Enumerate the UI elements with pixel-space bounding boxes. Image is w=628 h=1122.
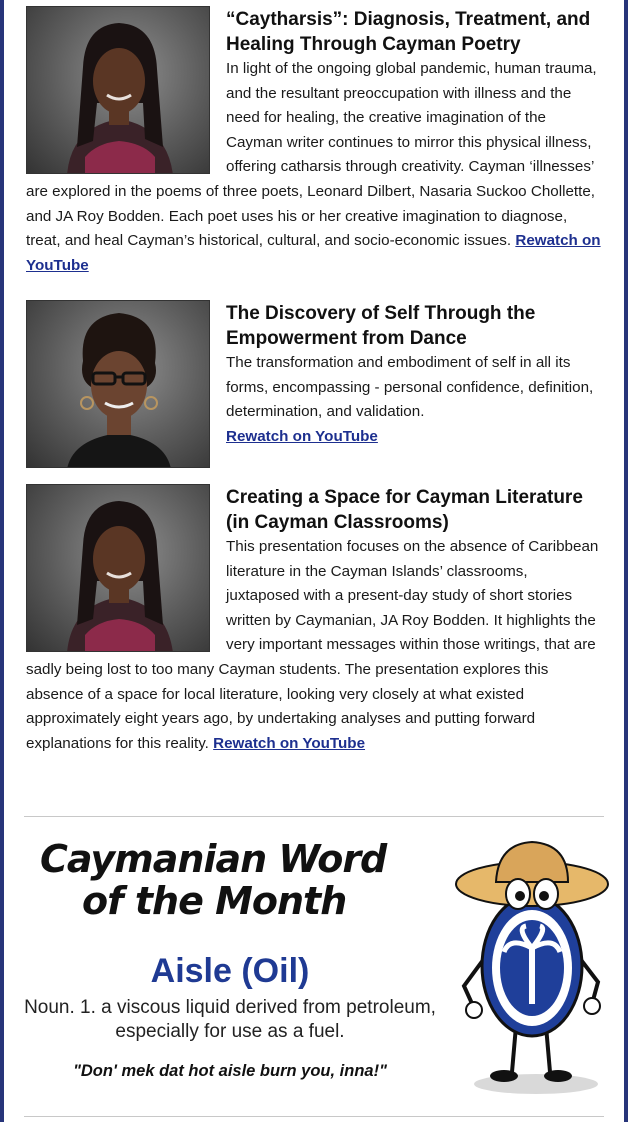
rewatch-youtube-link[interactable]: Rewatch on YouTube bbox=[213, 734, 366, 752]
article-body: The transformation and embodiment of self in all its forms, encompassing - personal confidence, definition, determination, and validation. bbox=[226, 354, 594, 421]
featured-word: Aisle (Oil) bbox=[150, 952, 310, 990]
article-caytharsis bbox=[26, 6, 602, 278]
article-title: “Caytharsis”: Diagnosis, Treatment, and Healing Through Cayman Poetry bbox=[226, 9, 591, 55]
article-cayman-literature bbox=[26, 484, 602, 756]
rewatch-youtube-link[interactable]: Rewatch on YouTube bbox=[26, 232, 601, 274]
article-body: This presentation focuses on the absence of Caribbean literature in the Cayman Islands’ classrooms, juxtaposed with a present-day study of short stories written by Caymanian, JA Roy Bodden. It highlights the very important messages within those writings, that are sadly being lost to too many Cayman students. The presentation explores this absence of a space for local literature, looking very closely at what existed approximately eight years ago, by undertaking analyses and putting forward explanations for this reality. bbox=[26, 538, 599, 752]
rewatch-youtube-link[interactable]: Rewatch on YouTube bbox=[226, 427, 378, 445]
presenter-photo bbox=[26, 300, 210, 468]
presenter-photo bbox=[26, 6, 210, 174]
article-title: The Discovery of Self Through the Empowerment from Dance bbox=[226, 303, 536, 349]
word-of-month-heading bbox=[40, 838, 420, 922]
portrait-image bbox=[27, 7, 210, 174]
article-body: In light of the ongoing global pandemic, human trauma, and the resultant preoccupation with illness and the need for healing, the creative imagination of the Cayman writer continues to mirror this physical illness, offering catharsis through creativity. Cayman ‘illnesses’ are explored in the poems of three poets, Leonard Dilbert, Nasaria Suckoo Chollette, and JA Roy Bodden. Each poet uses his or her creative imagination to diagnose, treat, and heal Cayman’s historical, cultural, and socio-economic issues. bbox=[26, 60, 597, 250]
presenter-photo bbox=[26, 484, 210, 652]
word-example-quote: "Don' mek dat hot aisle burn you, inna!" bbox=[73, 1062, 387, 1080]
section-divider bbox=[24, 816, 604, 817]
portrait-image bbox=[27, 301, 210, 468]
article-dance bbox=[26, 300, 602, 472]
word-definition: Noun. 1. a viscous liquid derived from petroleum, especially for use as a fuel. bbox=[24, 997, 436, 1042]
article-title: Creating a Space for Cayman Literature (in Cayman Classrooms) bbox=[226, 487, 583, 533]
mascot-illustration bbox=[446, 836, 614, 1096]
portrait-image bbox=[27, 485, 210, 652]
section-divider bbox=[24, 1116, 604, 1117]
heading-line-1: Caymanian Word bbox=[40, 837, 387, 881]
heading-line-2: of the Month bbox=[82, 879, 347, 923]
